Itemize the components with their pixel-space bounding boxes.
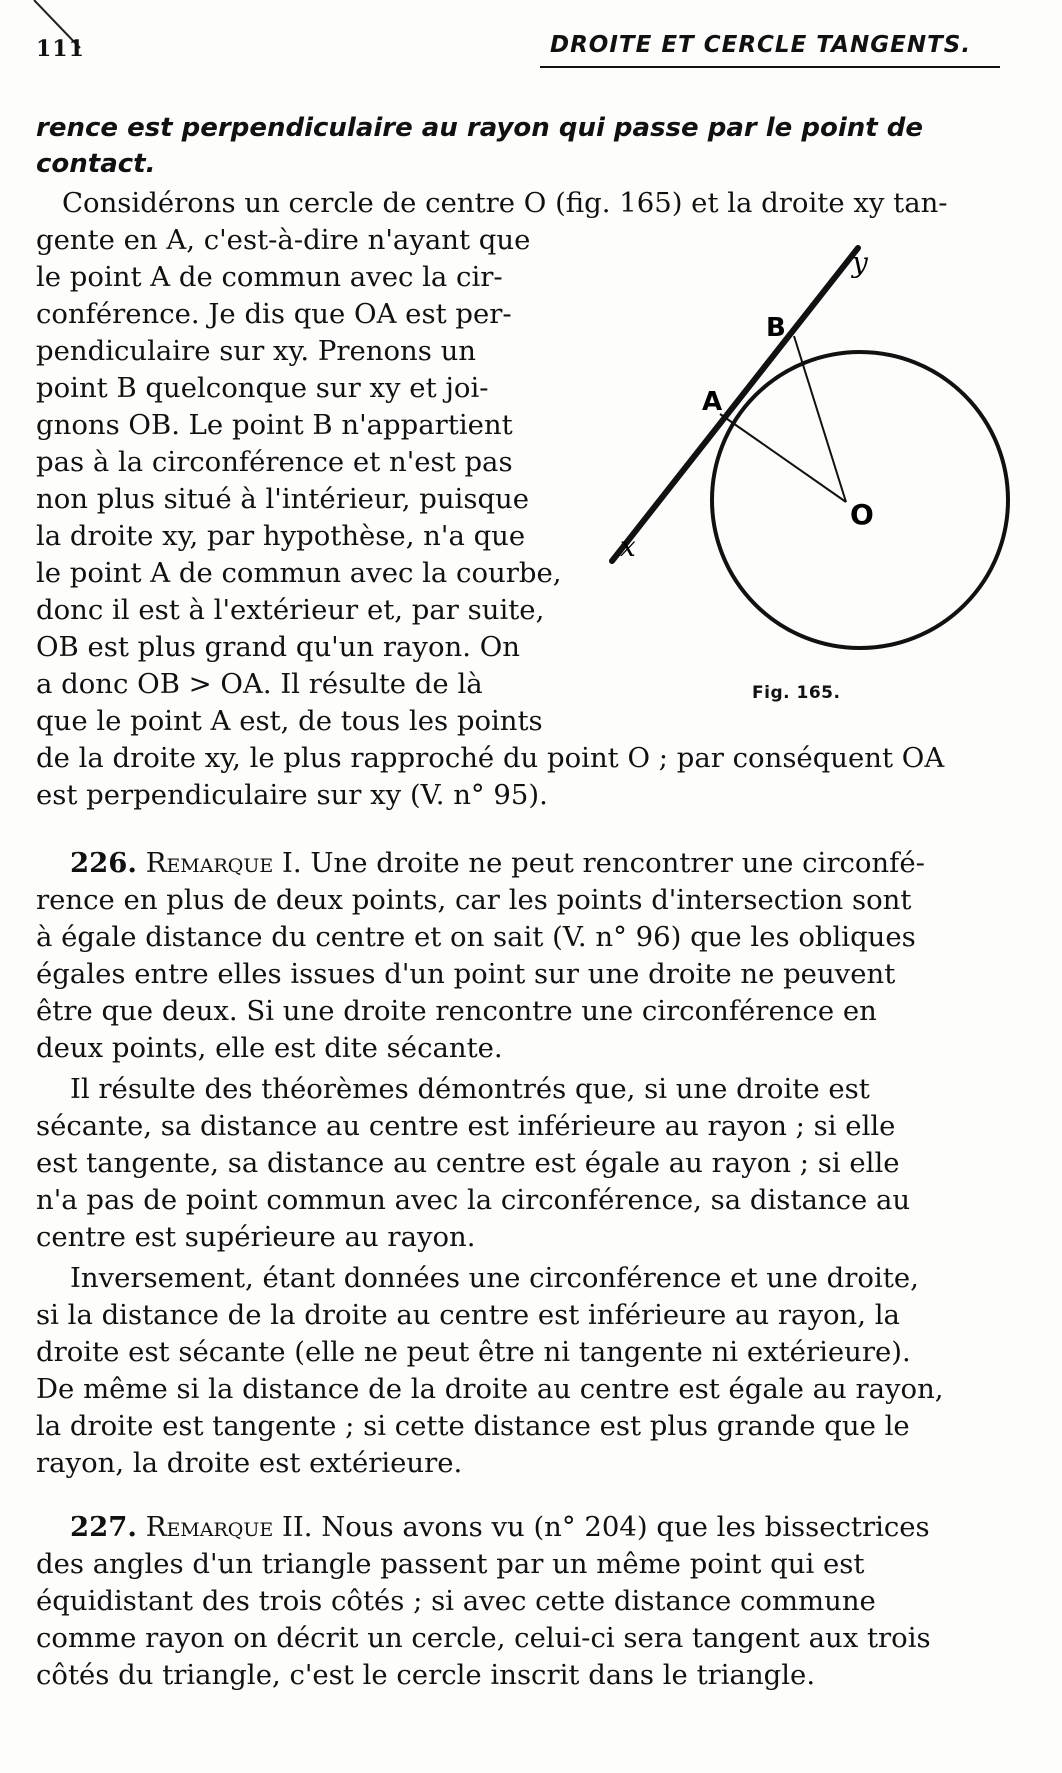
text-line: gente en A, c'est-à-dire n'ayant que [36, 224, 531, 256]
label-x: x [620, 530, 636, 563]
segment-ob [794, 336, 846, 502]
text-line: sécante, sa distance au centre est inférieure au rayon ; si elle [36, 1110, 896, 1142]
text-line: a donc OB > OA. Il résulte de là [36, 668, 483, 700]
text-line: rayon, la droite est extérieure. [36, 1447, 463, 1479]
text-line: Nous avons vu (n° 204) que les bissectrices [321, 1511, 930, 1543]
text-line: deux points, elle est dite sécante. [36, 1032, 503, 1064]
section-number: 226. [70, 847, 137, 879]
text-line: Une droite ne peut rencontrer une circonfé- [310, 847, 925, 879]
section-heading [70, 1512, 930, 1542]
text-line: que le point A est, de tous les points [36, 705, 543, 737]
text-line: être que deux. Si une droite rencontre une circonférence en [36, 995, 877, 1027]
figure-165 [590, 236, 1020, 676]
page-number: 111 [36, 36, 85, 62]
text-line: De même si la distance de la droite au centre est égale au rayon, [36, 1373, 944, 1405]
text-line: pendiculaire sur xy. Prenons un [36, 335, 477, 367]
text-line: rence en plus de deux points, car les points d'intersection sont [36, 884, 912, 916]
header-rule [540, 66, 1000, 68]
text-line: de la droite xy, le plus rapproché du point O ; par conséquent OA [36, 742, 945, 774]
section-heading [70, 848, 925, 878]
text-line: OB est plus grand qu'un rayon. On [36, 631, 520, 663]
tangent-line-xy [612, 248, 858, 561]
text-line: non plus situé à l'intérieur, puisque [36, 483, 530, 515]
text-line: centre est supérieure au rayon. [36, 1221, 476, 1253]
text-line: Inversement, étant données une circonférence et une droite, [70, 1262, 919, 1294]
text-line: pas à la circonférence et n'est pas [36, 446, 513, 478]
intro-line: rence est perpendiculaire au rayon qui passe par le point de [36, 113, 923, 143]
text-line: conférence. Je dis que OA est per- [36, 298, 512, 330]
text-line: le point A de commun avec la cir- [36, 261, 503, 293]
text-line: est tangente, sa distance au centre est égale au rayon ; si elle [36, 1147, 900, 1179]
text-line: équidistant des trois côtés ; si avec cette distance commune [36, 1585, 876, 1617]
text-line: Il résulte des théorèmes démontrés que, si une droite est [70, 1073, 870, 1105]
text-line: la droite est tangente ; si cette distance est plus grande que le [36, 1410, 910, 1442]
text-line: le point A de commun avec la courbe, [36, 557, 562, 589]
text-line: Considérons un cercle de centre O (fig. 165) et la droite xy tan- [62, 187, 948, 219]
section-number: 227. [70, 1511, 137, 1543]
text-line: des angles d'un triangle passent par un même point qui est [36, 1548, 865, 1580]
label-b: B [766, 313, 786, 343]
text-line: à égale distance du centre et on sait (V. n° 96) que les obliques [36, 921, 916, 953]
text-line: égales entre elles issues d'un point sur une droite ne peuvent [36, 958, 896, 990]
text-line: donc il est à l'extérieur et, par suite, [36, 594, 545, 626]
remark-label: Remarque I. [145, 847, 302, 879]
text-line: est perpendiculaire sur xy (V. n° 95). [36, 779, 548, 811]
remark-label: Remarque II. [145, 1511, 313, 1543]
text-line: n'a pas de point commun avec la circonférence, sa distance au [36, 1184, 911, 1216]
label-a: A [702, 387, 723, 417]
text-line: comme rayon on décrit un cercle, celui-ci sera tangent aux trois [36, 1622, 931, 1654]
text-line: gnons OB. Le point B n'appartient [36, 409, 513, 441]
text-line: droite est sécante (elle ne peut être ni tangente ni extérieure). [36, 1336, 911, 1368]
running-title: DROITE ET CERCLE TANGENTS. [550, 32, 972, 58]
text-line: côtés du triangle, c'est le cercle inscrit dans le triangle. [36, 1659, 816, 1691]
segment-oa [720, 414, 846, 502]
intro-line: contact. [36, 149, 156, 179]
figure-caption: Fig. 165. [752, 683, 841, 703]
label-o: O [850, 498, 874, 531]
label-y: y [852, 246, 868, 279]
text-line: point B quelconque sur xy et joi- [36, 372, 489, 404]
text-line: si la distance de la droite au centre est inférieure au rayon, la [36, 1299, 900, 1331]
text-line: la droite xy, par hypothèse, n'a que [36, 520, 526, 552]
